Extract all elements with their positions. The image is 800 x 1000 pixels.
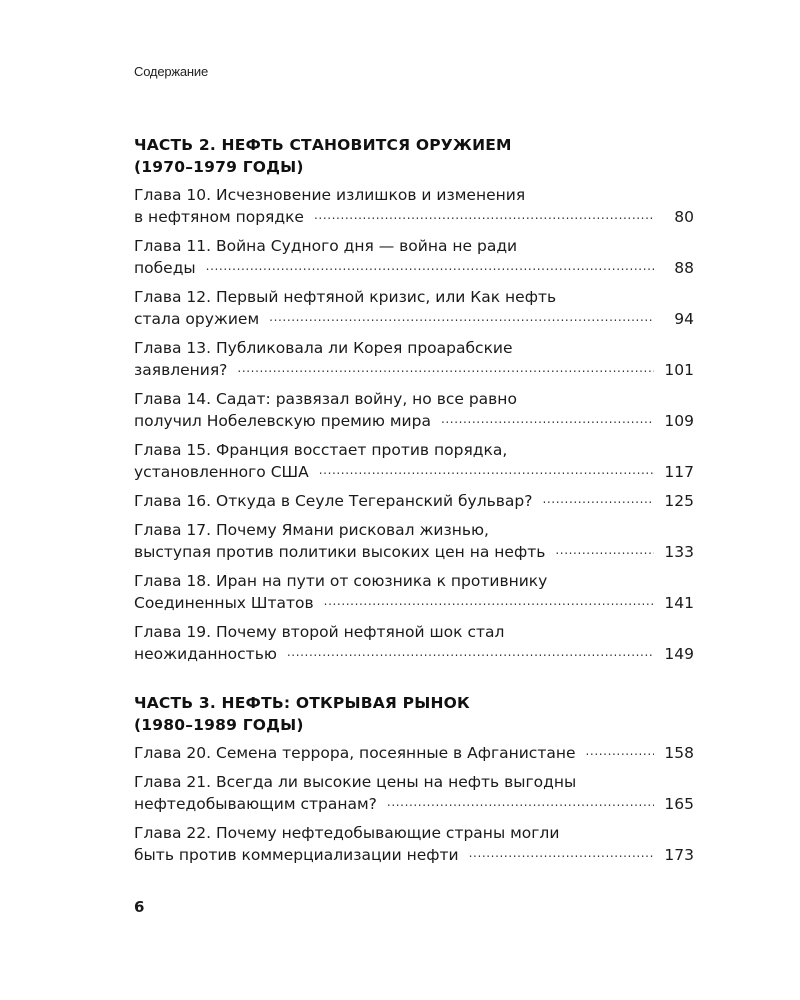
dot-leader — [206, 255, 654, 277]
toc-entry-title: Глава 16. Откуда в Сеуле Тегеранский бульвар? — [134, 492, 533, 510]
toc-entry-title-cont: выступая против политики высоких цен на нефть — [134, 543, 546, 561]
dot-leader — [441, 408, 654, 430]
toc-entry-title: Глава 20. Семена террора, посеянные в Афганистане — [134, 744, 576, 762]
part-title-line: ЧАСТЬ 2. НЕФТЬ СТАНОВИТСЯ ОРУЖИЕМ — [134, 136, 512, 154]
part-title-line: (1970–1979 ГОДЫ) — [134, 158, 304, 176]
toc-entry-title: Глава 22. Почему нефтедобывающие страны могли — [134, 824, 560, 842]
toc-entry[interactable] — [134, 337, 694, 382]
dot-leader — [324, 590, 654, 612]
toc-entry-title: Глава 11. Война Судного дня — война не ради — [134, 237, 518, 255]
toc-entry-title: Глава 21. Всегда ли высокие цены на нефть выгодны — [134, 773, 577, 791]
toc-page-number: 165 — [664, 795, 694, 813]
toc-entry-title: Глава 13. Публиковала ли Корея проарабские — [134, 339, 513, 357]
toc-entry-title-cont: стала оружием — [134, 310, 260, 328]
toc-page-number: 101 — [664, 361, 694, 379]
toc-page-number: 94 — [674, 310, 694, 328]
toc-page-number: 149 — [664, 645, 694, 663]
toc-page-number: 125 — [664, 492, 694, 510]
toc-entry-title: Глава 12. Первый нефтяной кризис, или Как нефть — [134, 288, 557, 306]
toc-entry-title-cont: заявления? — [134, 361, 228, 379]
part-title — [134, 134, 694, 178]
toc-entry-title: Глава 18. Иран на пути от союзника к противнику — [134, 572, 548, 590]
toc-page-number: 133 — [664, 543, 694, 561]
toc-page-number: 88 — [674, 259, 694, 277]
toc-entry-title-cont: в нефтяном порядке — [134, 208, 304, 226]
toc-entry-title-cont: неожиданностью — [134, 645, 277, 663]
dot-leader — [469, 842, 654, 864]
toc-entry[interactable] — [134, 822, 694, 867]
page-number: 6 — [134, 898, 145, 916]
part-title — [134, 692, 694, 736]
toc-page-number: 80 — [674, 208, 694, 226]
dot-leader — [269, 306, 654, 328]
toc-page-number: 109 — [664, 412, 694, 430]
dot-leader — [555, 539, 654, 561]
toc-entry[interactable] — [134, 286, 694, 331]
toc-entry-title-cont: установленного США — [134, 463, 309, 481]
toc-page-number: 158 — [664, 744, 694, 762]
part-title-line: (1980–1989 ГОДЫ) — [134, 716, 304, 734]
toc-entry[interactable] — [134, 519, 694, 564]
toc-entry[interactable] — [134, 439, 694, 484]
part-title-line: ЧАСТЬ 3. НЕФТЬ: ОТКРЫВАЯ РЫНОК — [134, 694, 470, 712]
toc-entry[interactable] — [134, 621, 694, 666]
dot-leader — [314, 204, 654, 226]
toc-page-number: 173 — [664, 846, 694, 864]
dot-leader — [319, 459, 654, 481]
toc-entry-title: Глава 15. Франция восстает против порядка, — [134, 441, 508, 459]
toc-entry[interactable] — [134, 771, 694, 816]
toc-entry[interactable] — [134, 388, 694, 433]
running-header: Содержание — [134, 64, 208, 79]
toc-entry-title-cont: победы — [134, 259, 196, 277]
toc-entry-title: Глава 17. Почему Ямани рисковал жизнью, — [134, 521, 489, 539]
toc-entry[interactable] — [134, 235, 694, 280]
toc-entry-title: Глава 14. Садат: развязал войну, но все равно — [134, 390, 517, 408]
toc-entry-title-cont: Соединенных Штатов — [134, 594, 314, 612]
toc-entry[interactable] — [134, 570, 694, 615]
toc-entry-title-cont: получил Нобелевскую премию мира — [134, 412, 431, 430]
toc-page-number: 117 — [664, 463, 694, 481]
dot-leader — [287, 641, 654, 663]
dot-leader — [586, 740, 654, 762]
toc-entry-title: Глава 10. Исчезновение излишков и изменения — [134, 186, 526, 204]
dot-leader — [237, 357, 654, 379]
dot-leader — [387, 791, 654, 813]
toc-entry-title-cont: быть против коммерциализации нефти — [134, 846, 459, 864]
toc-entry[interactable] — [134, 490, 694, 513]
toc-entry-title: Глава 19. Почему второй нефтяной шок стал — [134, 623, 505, 641]
part-section — [134, 692, 694, 873]
dot-leader — [542, 488, 654, 510]
toc-entry[interactable] — [134, 184, 694, 229]
toc-page-number: 141 — [664, 594, 694, 612]
toc-entry-title-cont: нефтедобывающим странам? — [134, 795, 377, 813]
part-section — [134, 134, 694, 672]
toc-entry[interactable] — [134, 742, 694, 765]
